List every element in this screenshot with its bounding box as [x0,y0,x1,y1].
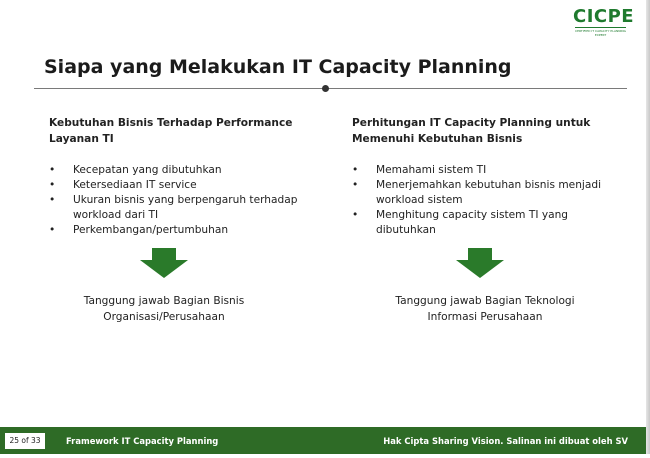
left-heading [49,115,292,147]
footer-title: Framework IT Capacity Planning [66,436,219,446]
down-arrow-icon [140,248,188,278]
bullet-text-line1: Menerjemahkan kebutuhan bisnis menjadi [376,179,602,191]
bullet-dot: • [352,179,359,191]
logo-rule [575,27,626,28]
slide-edge-shadow [646,0,650,458]
bullet-text-line1: Ketersediaan IT service [73,179,197,191]
divider-dot [322,85,329,92]
bullet-dot: • [352,209,359,221]
bullet-text-line2: workload sistem [376,194,463,206]
bullet-dot: • [49,194,56,206]
list-item [352,163,622,178]
logo-subtext: CERTIFIED IT CAPACITY PLANNING EXPERT [575,29,626,37]
list-item [352,208,622,238]
left-responsibility-note [59,293,269,325]
right-heading-line2: Memenuhi Kebutuhan Bisnis [352,133,523,145]
bullet-dot: • [352,164,359,176]
logo-text: CICPE [573,6,635,27]
list-item [49,223,319,238]
list-item [49,193,319,223]
bullet-text-line2: workload dari TI [73,209,159,221]
bullet-text-line1: Perkembangan/pertumbuhan [73,224,229,236]
bullet-dot: • [49,164,56,176]
list-item [49,163,319,178]
footer-copyright: Hak Cipta Sharing Vision. Salinan ini dibuat oleh SV [383,436,628,446]
bullet-text-line1: Menghitung capacity sistem TI yang [376,209,569,221]
bullet-text-line1: Kecepatan yang dibutuhkan [73,164,222,176]
bullet-dot: • [49,179,56,191]
left-bullet-list [49,163,319,238]
title-divider [34,88,627,89]
right-heading [352,115,590,147]
bullet-text-line2: dibutuhkan [376,224,436,236]
right-note-line1: Tanggung jawab Bagian Teknologi [395,295,575,307]
bullet-text-line1: Ukuran bisnis yang berpengaruh terhadap [73,194,298,206]
page-number: 25 of 33 [9,436,41,445]
right-heading-line1: Perhitungan IT Capacity Planning untuk [352,117,591,129]
list-item [352,178,622,208]
slide-title: Siapa yang Melakukan IT Capacity Planning [44,56,512,78]
left-heading-line2: Layanan TI [49,133,114,145]
left-heading-line1: Kebutuhan Bisnis Terhadap Performance [49,117,293,129]
list-item [49,178,319,193]
left-note-line1: Tanggung jawab Bagian Bisnis [83,295,245,307]
bullet-text-line1: Memahami sistem TI [376,164,487,176]
down-arrow-icon [456,248,504,278]
left-note-line2: Organisasi/Perusahaan [103,311,225,323]
right-responsibility-note [370,293,600,325]
right-bullet-list [352,163,622,238]
cicpe-logo [573,6,635,37]
right-note-line2: Informasi Perusahaan [427,311,543,323]
bullet-dot: • [49,224,56,236]
footer-bottom-margin [0,454,650,458]
